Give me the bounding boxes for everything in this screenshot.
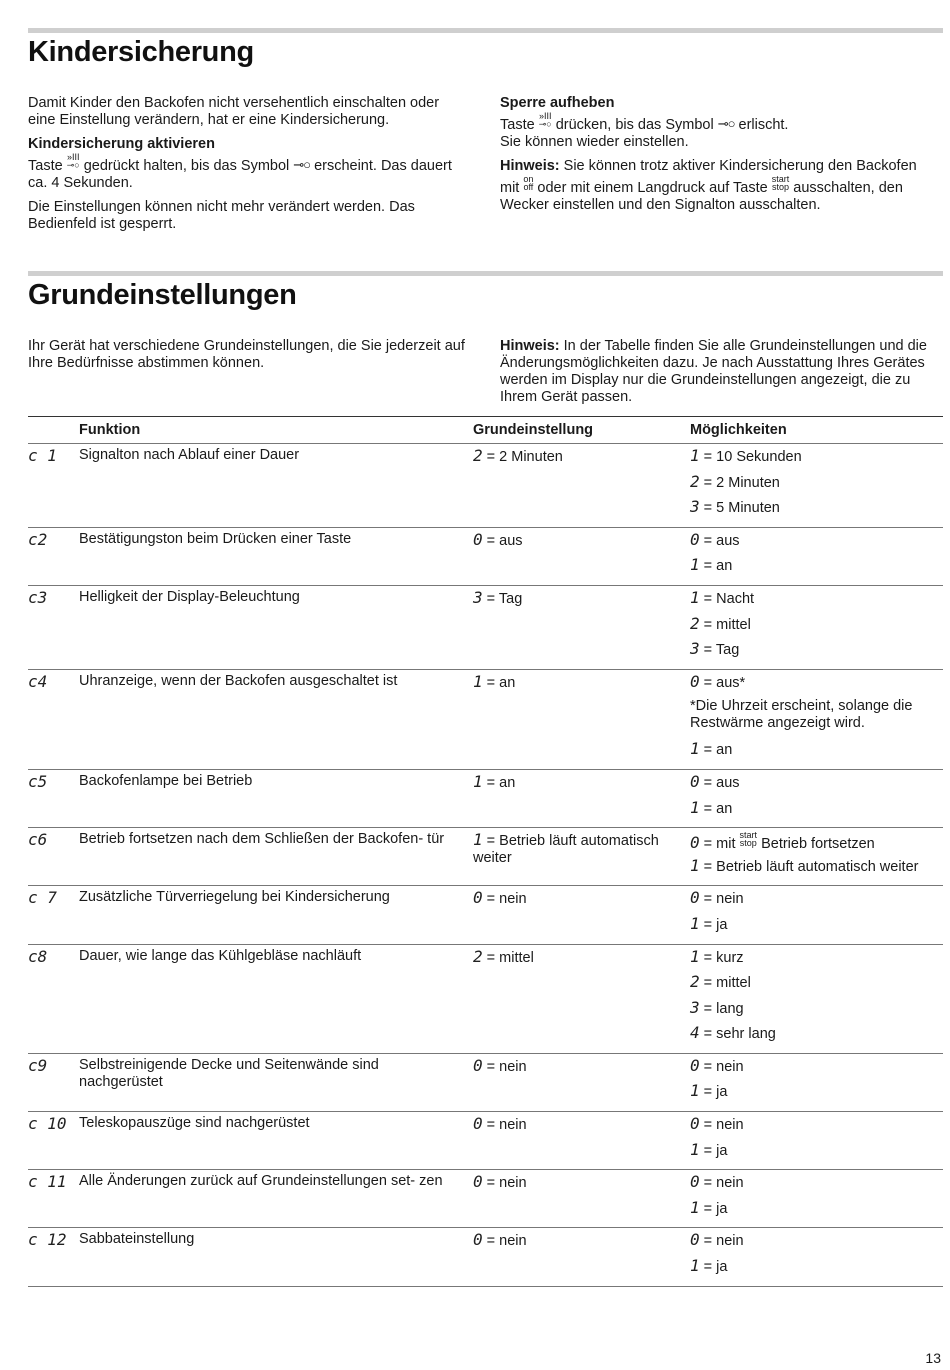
header-function: Funktion (79, 417, 473, 444)
row-default: 2 = 2 Minuten (473, 444, 690, 528)
row-code: c 10 (28, 1112, 79, 1170)
option-item: 0 = nein (690, 1114, 744, 1134)
row-default: 0 = nein (473, 1228, 690, 1286)
row-function: Bestätigungston beim Drücken einer Taste (79, 527, 473, 585)
activate-paragraph: Taste »III ⊸○ gedrückt halten, bis das Symbol ⊸○ erscheint. Das dauert ca. 4 Sekunden. (28, 152, 452, 191)
row-options (690, 1170, 943, 1228)
option-item: 1 = Nacht (690, 587, 755, 607)
row-default: 3 = Tag (473, 585, 690, 669)
option-item: 1 = ja (690, 1256, 728, 1276)
row-options (690, 944, 943, 1053)
header-code (28, 417, 79, 444)
locked-paragraph: Die Einstellungen können nicht mehr verändert werden. Das Bedienfeld ist gesperrt. (28, 199, 415, 232)
option-item: 1 = ja (690, 1081, 728, 1101)
row-code: c8 (28, 944, 79, 1053)
section-rule-top (28, 28, 943, 33)
option-item: 0 = aus (690, 771, 740, 791)
row-code: c 1 (28, 444, 79, 528)
intro-paragraph: Damit Kinder den Backofen nicht versehentlich einschalten oder eine Einstellung verändern, hat er eine Kindersicherung. (28, 95, 440, 128)
row-function: Selbstreinigende Decke und Seitenwände sind nachgerüstet (79, 1053, 473, 1111)
row-code: c 11 (28, 1170, 79, 1228)
left-column-grundeinstellungen (28, 338, 473, 379)
row-options (690, 1228, 943, 1286)
option-item: 2 = mittel (690, 972, 751, 992)
row-code: c4 (28, 669, 79, 769)
row-options (690, 828, 943, 886)
option-item: 2 = 2 Minuten (690, 471, 780, 491)
row-function: Betrieb fortsetzen nach dem Schließen der Backofen- tür (79, 828, 473, 886)
table-row (28, 1053, 943, 1111)
option-item: 0 = nein (690, 1055, 744, 1075)
row-default: 1 = an (473, 769, 690, 827)
header-options: Möglichkeiten (690, 417, 943, 444)
header-default: Grundeinstellung (473, 417, 690, 444)
row-code: c 12 (28, 1228, 79, 1286)
option-item: 1 = 10 Sekunden (690, 446, 802, 465)
option-item: 1 = an (690, 555, 733, 575)
option-item: 1 = kurz (690, 946, 744, 966)
on-off-icon: on off (523, 174, 534, 192)
right-column-kindersicherung (500, 95, 940, 221)
row-options (690, 886, 943, 944)
section-title-kindersicherung: Kindersicherung (28, 36, 254, 68)
option-item: 1 = an (690, 797, 733, 817)
row-default: 0 = nein (473, 1053, 690, 1111)
table-row (28, 886, 943, 944)
option-item: 3 = Tag (690, 639, 740, 659)
row-default: 0 = aus (473, 527, 690, 585)
option-item: 1 = ja (690, 913, 728, 933)
option-item: 1 = Betrieb läuft automatisch weiter (690, 855, 919, 875)
row-code: c9 (28, 1053, 79, 1111)
table-row (28, 828, 943, 886)
table-row (28, 769, 943, 827)
section-rule-bottom (28, 271, 943, 276)
row-default: 1 = Betrieb läuft automatisch weiter (473, 828, 690, 886)
row-function: Alle Änderungen zurück auf Grundeinstellungen set- zen (79, 1170, 473, 1228)
table-row (28, 585, 943, 669)
activate-heading: Kindersicherung aktivieren (28, 136, 215, 152)
option-item: 0 = aus (690, 529, 740, 549)
grund-intro-paragraph: Ihr Gerät hat verschiedene Grundeinstellungen, die Sie jederzeit auf Ihre Bedürfnisse abstimmen können. (28, 338, 465, 371)
row-default: 2 = mittel (473, 944, 690, 1053)
table-header-row (28, 417, 943, 444)
option-item: 3 = 5 Minuten (690, 497, 780, 517)
option-item: 1 = ja (690, 1139, 728, 1159)
row-function: Dauer, wie lange das Kühlgebläse nachläuft (79, 944, 473, 1053)
table-row (28, 1112, 943, 1170)
key-lock-icon: »III ⊸○ (66, 152, 80, 170)
row-code: c5 (28, 769, 79, 827)
table-row (28, 444, 943, 528)
option-item: 0 = aus* (690, 671, 746, 691)
note-paragraph: Hinweis: Sie können trotz aktiver Kindersicherung den Backofen mit on off oder mit einem Langdruck auf Taste start stop ausschalten, den Wecker einstellen und den Signalton ausschalten. (500, 158, 917, 213)
option-item: 3 = lang (690, 997, 744, 1017)
key-lock-icon: »III ⊸○ (538, 111, 552, 129)
row-function: Teleskopauszüge sind nachgerüstet (79, 1112, 473, 1170)
row-code: c3 (28, 585, 79, 669)
start-stop-icon: start stop (739, 830, 758, 849)
row-function: Uhranzeige, wenn der Backofen ausgeschaltet ist (79, 669, 473, 769)
row-default: 1 = an (473, 669, 690, 769)
row-options (690, 769, 943, 827)
settings-table (28, 416, 943, 1287)
table-row (28, 669, 943, 769)
left-column-kindersicherung (28, 95, 468, 240)
row-options (690, 585, 943, 669)
row-code: c6 (28, 828, 79, 886)
row-code: c 7 (28, 886, 79, 944)
option-item: 0 = nein (690, 1230, 744, 1250)
row-function: Zusätzliche Türverriegelung bei Kindersicherung (79, 886, 473, 944)
table-row (28, 1170, 943, 1228)
option-item: 4 = sehr lang (690, 1023, 776, 1043)
option-item: 1 = an (690, 739, 733, 759)
right-column-grundeinstellungen (500, 338, 942, 413)
release-heading: Sperre aufheben (500, 95, 615, 111)
table-row (28, 1228, 943, 1286)
page-number: 13 (925, 1350, 941, 1366)
lock-symbol-icon: ⊸○ (717, 116, 735, 131)
row-default: 0 = nein (473, 1170, 690, 1228)
row-default: 0 = nein (473, 886, 690, 944)
start-stop-icon: start stop (771, 174, 790, 192)
row-options (690, 527, 943, 585)
option-item: 0 = mit start stop Betrieb fortsetzen (690, 830, 875, 853)
option-item: 2 = mittel (690, 613, 751, 633)
option-item: 0 = nein (690, 888, 744, 908)
row-function: Signalton nach Ablauf einer Dauer (79, 444, 473, 528)
row-options (690, 1112, 943, 1170)
release-paragraph: Taste »III ⊸○ drücken, bis das Symbol ⊸○ erlischt. Sie können wieder einstellen. (500, 111, 789, 150)
row-function: Sabbateinstellung (79, 1228, 473, 1286)
row-default: 0 = nein (473, 1112, 690, 1170)
row-options (690, 669, 943, 769)
row-options (690, 1053, 943, 1111)
option-item: *Die Uhrzeit erscheint, solange die Restwärme angezeigt wird. (690, 698, 913, 732)
option-item: 1 = ja (690, 1197, 728, 1217)
table-row (28, 527, 943, 585)
grund-note-paragraph: Hinweis: In der Tabelle finden Sie alle Grundeinstellungen und die Änderungsmöglichkeiten dazu. Je nach Ausstattung Ihres Gerätes werden im Display nur die Grundeinstellungen angezeigt, die zu Ihrem Gerät passen. (500, 338, 927, 405)
row-options (690, 444, 943, 528)
section-title-grundeinstellungen: Grundeinstellungen (28, 279, 297, 311)
row-code: c2 (28, 527, 79, 585)
row-function: Helligkeit der Display-Beleuchtung (79, 585, 473, 669)
option-item: 0 = nein (690, 1172, 744, 1192)
lock-symbol-icon: ⊸○ (293, 157, 311, 172)
row-function: Backofenlampe bei Betrieb (79, 769, 473, 827)
table-body (28, 444, 943, 1287)
table-row (28, 944, 943, 1053)
